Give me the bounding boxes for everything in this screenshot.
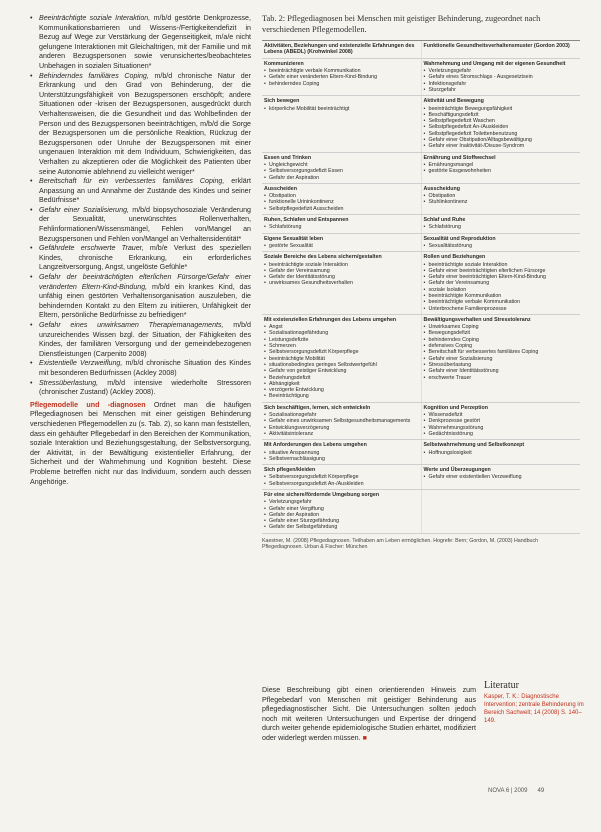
diagnosis-item: • Unwirksames Coping — [424, 324, 578, 330]
diagnosis-text: m/b/d chronische Situation des Kindes mit besonderen Bedürfnissen (Ackley 2008) — [39, 359, 251, 377]
literature-box — [484, 680, 588, 725]
table-title: Tab. 2: Pflegediagnosen bei Menschen mit geistiger Behinderung, zugeordnet nach verschiedenen Pflegemodellen. — [262, 14, 541, 34]
group-name: Sexualität und Reproduktion — [423, 235, 496, 242]
diagnosis-item: • Wissensdefizit — [424, 412, 578, 418]
diagnosis-bullet — [30, 379, 251, 398]
diagnosis-item: • körperliche Mobilität beeinträchtigt — [264, 106, 418, 112]
table-cell-right — [422, 59, 581, 95]
table-cell-right — [422, 403, 581, 439]
diagnosis-item: • Hoffnungslosigkeit — [424, 450, 578, 456]
group-name: Ausscheidung — [423, 185, 460, 192]
diagnosis-item: • Gefahr einer Inaktivität-/Disuse-Syndrom — [424, 143, 578, 149]
page-footer — [488, 788, 544, 794]
diagnosis-item: • unwirksames Gesundheitsverhalten — [264, 280, 418, 286]
diagnosis-item: • Gefahr von geistiger Entwicklung — [264, 368, 418, 374]
end-mark-icon: ■ — [362, 733, 367, 742]
diagnosis-text: m/b/d gestörte Denkprozesse, Kommunikationsbarrieren und Wissens-/Fertigkeitendefizit in Bezug auf Wege zur Verstärkung der Gegenseitigkeit, m/a/e nicht gelungene Interaktionen mit Gleichaltrigen, mit der Familie und mit anderen Bezugspersonen sowie verunsichertes/beobachtetes Unbehagen in sozialen Situationen* — [39, 14, 251, 70]
table-row — [262, 96, 580, 152]
diagnosis-item: • Selbstvernachlässigung — [264, 456, 418, 462]
left-text-column — [30, 14, 251, 487]
table-row — [262, 153, 580, 184]
table-cell-left — [262, 96, 422, 151]
group-name: Mit Anforderungen des Lebens umgehen — [264, 442, 367, 449]
diagnosis-item: • Sozialisationsgefährdung — [264, 330, 418, 336]
table-cell-right — [422, 252, 581, 314]
diagnosis-item: • verzögerte Entwicklung — [264, 387, 418, 393]
group-name: Werte und Überzeugungen — [423, 467, 491, 474]
diagnosis-label: Gefährdete erschwerte Trauer, — [39, 244, 144, 253]
diagnosis-item: • Bereitschaft für verbessertes familiäres Coping — [424, 349, 578, 355]
diagnosis-item: • Unterbrochene Familienprozesse — [424, 306, 578, 312]
diagnosis-item: • Abhängigkeit — [264, 381, 418, 387]
table-cell-right — [422, 215, 581, 233]
diagnosis-item: • Ernährungsmangel — [424, 162, 578, 168]
diagnosis-item: • Verletzungsgefahr — [264, 499, 418, 505]
diagnosis-label: Stressüberlastung, — [39, 378, 99, 387]
group-name: Sich pflegen/kleiden — [264, 467, 316, 474]
diagnosis-item: • Ungleichgewicht — [264, 162, 418, 168]
diagnosis-item: • situationsbedingtes geringes Selbstwertgefühl — [264, 362, 418, 368]
journal-name: NOVA 6 | 2009 — [488, 788, 528, 794]
diagnosis-text: m/b/d unzureichendes Wissen bzgl. der Situation, der Fähigkeiten des Kindes, der familiären Versorgung und der gemeindebezogenen Dienstleistungen (Carpenito 2008) — [39, 321, 251, 358]
section-text: Ordnet man die häufigen Pflegediagnosen bei Menschen mit einer geistigen Behinderung verschiedenen Pflegemodellen zu (s. Tab. 2), so kann man feststellen, dass ein gehäufter Pflegebedarf in den Bereichen der Kommunikation, soziale Interaktion und Beziehungsgestaltung, der Selbstversorgung, der Aktivität, in der Bewältigung existentieller Erfahrung, der Sicherheit und der Wahrnehmung und Kognition besteht. Diese Probleme betreffen nicht nur das Individuum, sondern auch dessen Angehörige. — [30, 400, 251, 486]
diagnosis-item: • Obstipation — [424, 193, 578, 199]
diagnosis-label: Bereitschaft für ein verbessertes familiäres Coping, — [39, 177, 225, 186]
diagnosis-item: • Stuhlinkontinenz — [424, 199, 578, 205]
diagnosis-item: • Infektionsgefahr — [424, 81, 578, 87]
diagnosis-item: • Schmerzen — [264, 343, 418, 349]
group-name: Selbstwahrnehmung und Selbstkonzept — [423, 442, 525, 449]
section-paragraph — [30, 401, 251, 487]
diagnosis-table — [262, 40, 580, 534]
table-cell-left — [262, 153, 422, 183]
literature-reference: Kasper, T. K.: Diagnostische Intervention; zentrale Behinderung im Bereich Sachwelt; 14 (2008) S. 140–149. — [484, 694, 584, 724]
diagnosis-item: • Gefahr einer Sozialisierung — [424, 356, 578, 362]
diagnosis-text: m/b/e Verlust des speziellen Kindes, chronische Erkrankung, ein erforderliches Langzeitversorgung, Angst, ungelöste Gefühle* — [39, 244, 252, 272]
table-row — [262, 234, 580, 253]
diagnosis-text: m/b/d biopsychosoziale Veränderung der Sexualität, unerwünschtes Rollenverhalten, Fehlinformationen/Wissensmängel, Fehlen von/Mangel an Bezugspersonen und Fehlen von/Mangel an Verhaltensidentität* — [39, 205, 251, 243]
diagnosis-item: • beeinträchtigte Kommunikation — [424, 293, 578, 299]
diagnosis-item: • gestörte Sexualität — [264, 243, 418, 249]
table-row — [262, 440, 580, 465]
diagnosis-item: • Verletzungsgefahr — [424, 68, 578, 74]
closing-paragraph — [262, 686, 476, 744]
group-name: Aktivität und Bewegung — [423, 98, 484, 105]
diagnosis-bullet — [30, 359, 251, 378]
table-row — [262, 215, 580, 234]
diagnosis-item: • Selbstpflegedefizit Toilettenbenutzung — [424, 131, 578, 137]
diagnosis-item: • defensives Coping — [424, 343, 578, 349]
diagnosis-item: • Schlafstörung — [264, 224, 418, 230]
group-name: Wahrnehmung und Umgang mit der eigenen Gesundheit — [423, 60, 566, 67]
group-name: Schlaf und Ruhe — [423, 217, 466, 224]
diagnosis-item: • Selbstversorgungsdefizit Essen — [264, 168, 418, 174]
diagnosis-item: • Sozialisationsgefahr — [264, 412, 418, 418]
group-name: Sich bewegen — [264, 98, 300, 105]
diagnosis-item: • Sturzgefahr — [424, 87, 578, 93]
diagnosis-item: • Gefahr einer Identitätsstörung — [424, 368, 578, 374]
closing-text: Diese Beschreibung gibt einen orientierenden Hinweis zum Pflegebedarf von Menschen mit geistiger Behinderung aus pflegediagnostischer Sicht. Die Untersuchungen sollten jedoch noch mit weiteren Untersuchungen und Expertise der dringend durch weiter gehende epidemiologische Studien erhärtet, modifiziert oder widerlegt werden müssen. — [262, 686, 476, 742]
table-cell-right — [422, 184, 581, 214]
table-row — [262, 184, 580, 215]
diagnosis-item: • Beeinträchtigung — [264, 393, 418, 399]
diagnosis-label: Existentielle Verzweiflung, — [39, 359, 123, 368]
group-name: Sich beschäftigen, lernen, sich entwickeln — [264, 404, 371, 411]
diagnosis-item: • Gefahr der Vereinsamung — [264, 268, 418, 274]
group-name: Für eine sichere/fördernde Umgebung sorgen — [264, 492, 380, 498]
group-name: Bewältigungsverhalten und Stresstoleranz — [423, 316, 531, 323]
diagnosis-item: • erschwerte Trauer — [424, 375, 578, 381]
diagnosis-item: • Wahrnehmungsstörung — [424, 425, 578, 431]
diagnosis-label: Behinderndes familiäres Coping, — [39, 71, 149, 80]
diagnosis-item: • Gefahr der Vereinsamung — [424, 280, 578, 286]
diagnosis-item: • Selbstversorgungsdefizit Körperpflege — [264, 474, 418, 480]
table-row — [262, 465, 580, 490]
diagnosis-item: • Gefahr einer Sturzgefährdung — [264, 518, 418, 524]
diagnosis-bullet — [30, 72, 251, 178]
table-cell-left — [262, 252, 422, 314]
diagnosis-bullet — [30, 177, 251, 206]
diagnosis-item: • Sexualitätsstörung — [424, 243, 578, 249]
table-body — [262, 59, 580, 534]
diagnosis-label: Gefahr einer Sozialisierung, — [39, 205, 129, 214]
table-header-row — [262, 41, 580, 59]
table-cell-left — [262, 440, 422, 464]
diagnosis-item: • Gefahr einer beeinträchtigten elterlichen Fürsorge — [424, 268, 578, 274]
header-left: Aktivitäten, Beziehungen und existenzielle Erfahrungen des Lebens (ABEDL) (Krohwinkel 2008) — [262, 41, 422, 58]
diagnosis-item: • beeinträchtigte soziale Interaktion — [264, 262, 418, 268]
diagnosis-item: • Bewegungsdefizit — [424, 330, 578, 336]
table-cell-left — [262, 403, 422, 439]
table-row — [262, 252, 580, 315]
table-cell-left — [262, 315, 422, 402]
diagnosis-item: • beeinträchtigte verbale Kommunikation — [264, 68, 418, 74]
table-cell-left — [262, 215, 422, 233]
group-name: Ruhen, Schlafen und Entspannen — [264, 217, 349, 224]
diagnosis-item: • Entwicklungsverzögerung — [264, 425, 418, 431]
table-cell-right — [422, 96, 581, 151]
table-row — [262, 315, 580, 403]
diagnosis-item: • funktionelle Urininkontinenz — [264, 199, 418, 205]
diagnosis-item: • Gefahr einer Obstipation/Alltagsbewältigung — [424, 137, 578, 143]
diagnosis-item: • Leistungsdefizite — [264, 337, 418, 343]
diagnosis-item: • behinderndes Coping — [264, 81, 418, 87]
diagnosis-item: • Selbstversorgungsdefizit Körperpflege — [264, 349, 418, 355]
diagnosis-item: • Gefahr der Identitätsstörung — [264, 274, 418, 280]
group-name: Rollen und Beziehungen — [423, 254, 486, 261]
diagnosis-item: • Gefahr einer Vergiftung — [264, 506, 418, 512]
diagnosis-bullet — [30, 14, 251, 72]
diagnosis-item: • Gefahr einer veränderten Eltern-Kind-Bindung — [264, 74, 418, 80]
diagnosis-label: Gefahr eines unwirksamen Therapiemanagements, — [39, 321, 224, 329]
table-source: Kaestner, M. (2008) Pflegediagnosen. Teilhaben am Leben ermöglichen. Hogrefe: Bern; Gordon, M. (2003) Handbuch Pflegediagnosen. Urban & Fischer: München — [262, 537, 539, 551]
diagnosis-item: • beeinträchtigte Mobilität — [264, 356, 418, 362]
diagnosis-item: • behinderndes Coping — [424, 337, 578, 343]
diagnosis-text: m/b/d ein krankes Kind, das unfähig einen gestörten Verhaltensorganisation auszuleben, die behindernden Kontakt zu den Eltern zu initiieren, Unfähigkeit der Eltern, persönliche Bedürfnisse zu befriedigen* — [39, 282, 251, 320]
group-name: Eigene Sexualität leben — [264, 235, 324, 242]
diagnosis-item: • Beziehungsdefizit — [264, 375, 418, 381]
header-right: Funktionelle Gesundheitsverhaltensmuster (Gordon 2003) — [423, 43, 570, 50]
diagnosis-item: • Angst — [264, 324, 418, 330]
group-name: Essen und Trinken — [264, 154, 312, 161]
diagnosis-item: • Gefahr einer beeinträchtigten Eltern-Kind-Bindung — [424, 274, 578, 280]
diagnosis-item: • Beschäftigungsdefizit — [424, 112, 578, 118]
diagnosis-item: • situative Anspannung — [264, 450, 418, 456]
diagnosis-item: • Aktivitätsintoleranz — [264, 431, 418, 437]
diagnosis-item: • gestörte Essgewohnheiten — [424, 168, 578, 174]
table-cell-left — [262, 234, 422, 252]
diagnosis-label: Beeinträchtigte soziale Interaktion, — [39, 14, 151, 22]
diagnosis-item: • Obstipation — [264, 193, 418, 199]
diagnosis-item: • Schlafstörung — [424, 224, 578, 230]
group-name: Kommunizieren — [264, 60, 304, 67]
group-name: Soziale Bereiche des Lebens sichern/gestalten — [264, 254, 382, 261]
section-heading: Pflegemodelle und -diagnosen — [30, 400, 146, 409]
table-cell-left — [262, 184, 422, 214]
table-column — [262, 14, 580, 551]
diagnosis-label: Gefahr der beeinträchtigten elterlichen Fürsorge/Gefahr einer veränderten Eltern-Kind-Bindung, — [39, 273, 251, 291]
table-row — [262, 490, 580, 534]
diagnosis-item: • beeinträchtigte soziale Interaktion — [424, 262, 578, 268]
diagnosis-bullet — [30, 273, 251, 321]
diagnosis-bullet — [30, 321, 251, 359]
group-name: Ausscheiden — [264, 185, 297, 192]
diagnosis-item: • beeinträchtigte verbale Kommunikation — [424, 299, 578, 305]
diagnosis-item: • Gefahr der Aspiration — [264, 512, 418, 518]
diagnosis-text: m/b/d chronische Natur der Erkrankung und den Grad von Behinderung, der die Unterstützungsfähigkeit von Bezugspersonen erschöpft; andere Situationen oder -krisen der Bezugspersonen, ausgedrückt durch Verhaltensweisen, die die Gesundheit und das Wohlbefinden der Person und des Bezugspersonen beeinträchtigen, m/b/d die Sorge der Bezugspersonen um die persönliche Reaktion, Rückzug der Bezugspersonen oder Unruhe der Bezugspersonen mit einer ungenauen Interaktion mit dem Individuum, Schwierigkeiten, das Verhalten zu akzeptieren oder die Möglichkeit des Patienten über seine Autonomie ablehnend zu vielleicht weniger* — [39, 71, 251, 176]
table-cell-right — [422, 234, 581, 252]
table-cell-left — [262, 59, 422, 95]
diagnosis-text: erklärt Anpassung an und Annahme der Zustände des Kindes und seiner Bedürfnisse* — [39, 177, 251, 205]
table-cell-right — [422, 315, 581, 402]
diagnosis-item: • Selbstpflegedefizit Ausscheiden — [264, 206, 418, 212]
table-cell-right — [422, 465, 581, 489]
diagnosis-item: • Selbstpflegedefizit Waschen — [424, 118, 578, 124]
diagnosis-item: • Gefahr eines Stromschlags - Ausgesetztsein — [424, 74, 578, 80]
diagnosis-bullet — [30, 244, 251, 273]
literature-heading: Literatur — [484, 680, 519, 691]
table-cell-left — [262, 490, 422, 533]
diagnosis-item: • Stressüberlastung — [424, 362, 578, 368]
table-cell-left — [262, 465, 422, 489]
diagnosis-text: m/b/d intensive wiederholte Stressoren (chronischer Zustand) (Ackley 2008). — [39, 378, 251, 397]
diagnosis-bullet — [30, 206, 251, 244]
table-cell-right — [422, 153, 581, 183]
table-cell-right — [422, 490, 581, 533]
page-number: 49 — [537, 788, 545, 794]
diagnosis-item: • Selbstversorgungsdefizit An-/Auskleiden — [264, 481, 418, 487]
diagnosis-item: • Denkprozesse gestört — [424, 418, 578, 424]
diagnosis-item: • Gefahr eines unwirksamen Selbstgesundheitsmanagements — [264, 418, 418, 424]
diagnosis-item: • Gefahr der Aspiration — [264, 175, 418, 181]
diagnosis-item: • Gefahr einer existentiellen Verzweiflung — [424, 474, 578, 480]
group-name: Ernährung und Stoffwechsel — [423, 154, 496, 161]
table-row — [262, 59, 580, 96]
group-name: Mit existenziellen Erfahrungen des Lebens umgehen — [264, 316, 397, 323]
diagnosis-item: • Selbstpflegedefizit An-/Auskleiden — [424, 124, 578, 130]
table-row — [262, 403, 580, 440]
diagnosis-item: • Gedächtnisstörung — [424, 431, 578, 437]
diagnosis-item: • soziale Isolation — [424, 287, 578, 293]
table-cell-right — [422, 440, 581, 464]
group-name: Kognition und Perzeption — [423, 404, 488, 411]
diagnosis-item: • beeinträchtigte Bewegungsfähigkeit — [424, 106, 578, 112]
diagnosis-item: • Gefahr der Selbstgefährdung — [264, 524, 418, 530]
